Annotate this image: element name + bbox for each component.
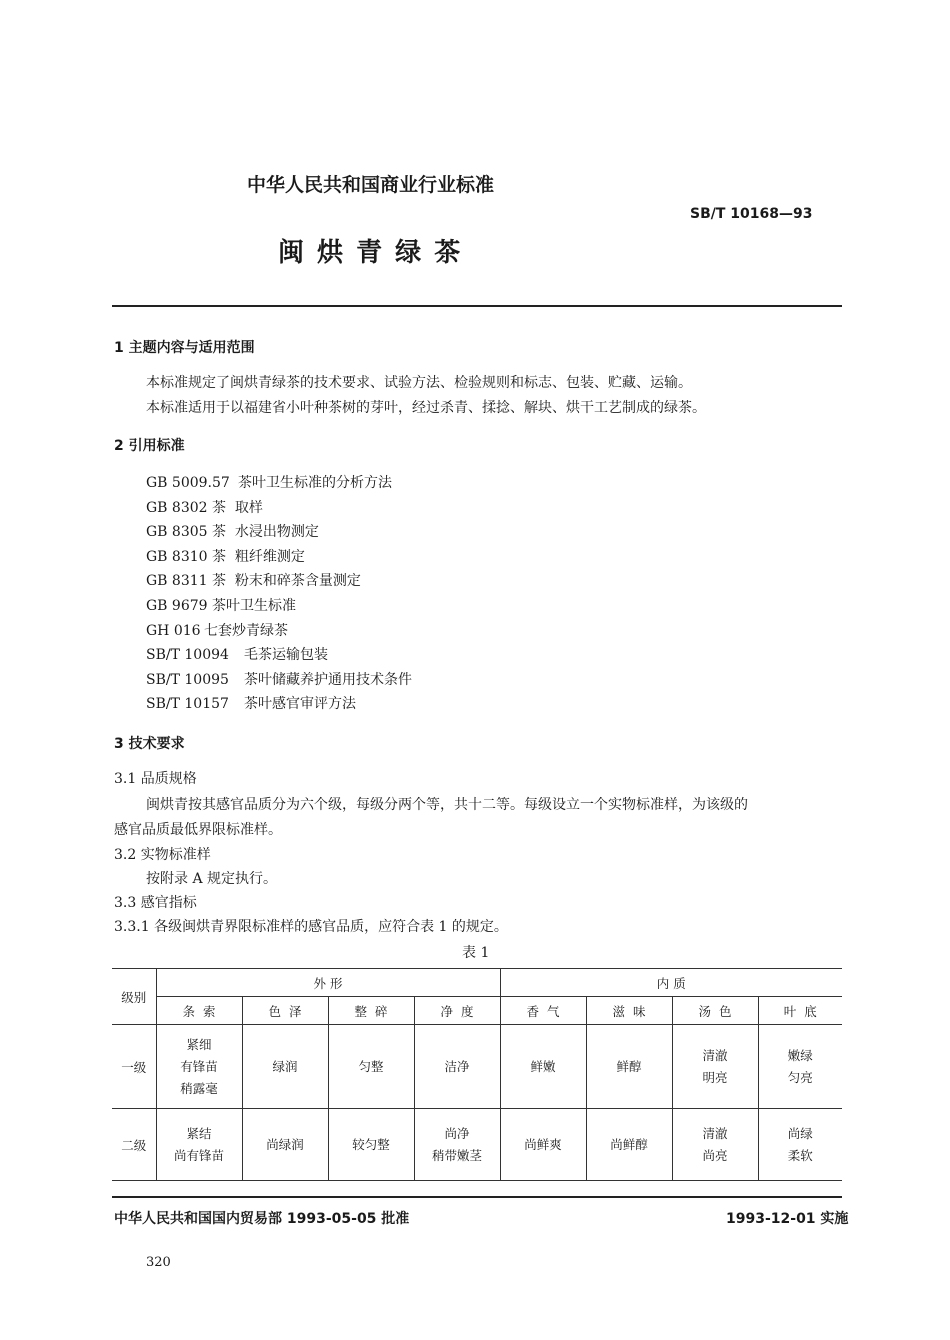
table-cell — [758, 1109, 842, 1181]
reference-item — [146, 546, 305, 566]
section-3-1-paragraph-line-1: 闽烘青按其感官品质分为六个级，每级分两个等，共十二等。每级设立一个实物标准样，为该级的 — [146, 797, 748, 813]
cell-line: 紧结 — [186, 1125, 212, 1141]
reference-item — [146, 472, 392, 492]
reference-item — [146, 497, 263, 517]
column-header: 条 索 — [156, 997, 242, 1025]
table-cell — [328, 1109, 414, 1181]
reference-title: 茶 水浸出物测定 — [212, 524, 319, 541]
section-1-paragraph-1: 本标准规定了闽烘青绿茶的技术要求、试验方法、检验规则和标志、包装、贮藏、运输。 — [146, 375, 692, 391]
cell-line: 绿润 — [272, 1058, 298, 1074]
table-cell — [500, 1025, 586, 1109]
cell-line: 鲜嫩 — [530, 1058, 556, 1074]
reference-code: GB 8305 — [146, 524, 208, 541]
footer-rule — [112, 1196, 842, 1198]
table-cell — [414, 1109, 500, 1181]
reference-code: GB 9679 — [146, 598, 208, 614]
table-caption: 表 1 — [462, 945, 490, 961]
cell-line: 尚亮 — [702, 1147, 728, 1163]
column-header: 净 度 — [414, 997, 500, 1025]
reference-title: 茶 粗纤维测定 — [212, 548, 305, 565]
reference-code: SB/T 10095 — [146, 671, 229, 688]
table-cell — [414, 1025, 500, 1109]
cell-line: 尚绿润 — [266, 1136, 304, 1152]
reference-title: 茶叶储藏养护通用技术条件 — [244, 671, 412, 688]
column-header-row — [112, 997, 842, 1025]
table-cell — [672, 1025, 758, 1109]
standard-number: SB/T 10168—93 — [690, 206, 813, 222]
table-cell — [586, 1025, 672, 1109]
reference-item — [146, 669, 412, 689]
reference-title: 茶 粉末和碎茶含量测定 — [212, 573, 361, 590]
column-header: 叶 底 — [758, 997, 842, 1025]
reference-item — [146, 644, 328, 664]
cell-line: 稍露毫 — [180, 1080, 218, 1096]
table-row — [112, 1025, 842, 1109]
org-title: 中华人民共和国商业行业标准 — [247, 174, 495, 196]
cell-line: 柔软 — [787, 1147, 813, 1163]
section-3-heading: 3 技术要求 — [114, 736, 185, 752]
cell-line: 有锋苗 — [180, 1058, 218, 1074]
cell-line: 稍带嫩茎 — [431, 1147, 482, 1163]
column-header: 汤 色 — [672, 997, 758, 1025]
outer-group-header: 外 形 — [156, 969, 500, 997]
reference-code: GH 016 — [146, 622, 201, 639]
section-3-1-heading: 3.1 品质规格 — [114, 771, 197, 787]
reference-item — [146, 521, 319, 541]
reference-code: GB 8311 — [146, 573, 208, 590]
table-cell — [242, 1109, 328, 1181]
column-header: 色 泽 — [242, 997, 328, 1025]
reference-title: 茶叶感官审评方法 — [244, 696, 356, 713]
cell-line: 尚有锋苗 — [173, 1147, 224, 1163]
reference-code: GB 5009.57 — [146, 475, 230, 491]
table-cell — [672, 1109, 758, 1181]
page-number: 320 — [146, 1255, 171, 1270]
doc-title: 闽 烘 青 绿 茶 — [278, 238, 463, 268]
cell-line: 尚净 — [444, 1125, 470, 1141]
grade-header: 级别 — [112, 969, 156, 1025]
table-row — [112, 1109, 842, 1181]
effective-date: 1993-12-01 实施 — [726, 1211, 849, 1227]
table-cell — [242, 1025, 328, 1109]
section-3-1-paragraph-line-2: 感官品质最低界限标准样。 — [114, 822, 282, 838]
cell-line: 尚绿 — [787, 1125, 813, 1141]
cell-line: 清澈 — [702, 1047, 728, 1063]
reference-code: SB/T 10157 — [146, 696, 229, 713]
reference-item — [146, 595, 296, 615]
reference-title: 毛茶运输包装 — [244, 647, 328, 664]
section-3-2-heading: 3.2 实物标准样 — [114, 847, 211, 863]
grade-cell: 一级 — [112, 1025, 156, 1109]
table-cell — [758, 1025, 842, 1109]
column-header: 滋 味 — [586, 997, 672, 1025]
table-cell — [328, 1025, 414, 1109]
cell-line: 较匀整 — [352, 1136, 390, 1152]
section-3-2-paragraph: 按附录 A 规定执行。 — [146, 871, 278, 887]
cell-line: 紧细 — [186, 1036, 212, 1052]
reference-title: 茶叶卫生标准的分析方法 — [238, 475, 392, 491]
reference-code: GB 8310 — [146, 548, 208, 565]
reference-title: 七套炒青绿茶 — [204, 622, 288, 639]
reference-title: 茶 取样 — [212, 499, 263, 516]
column-header: 香 气 — [500, 997, 586, 1025]
cell-line: 鲜醇 — [616, 1058, 642, 1074]
cell-line: 明亮 — [702, 1069, 728, 1085]
cell-line: 嫩绿 — [787, 1047, 813, 1063]
column-header: 整 碎 — [328, 997, 414, 1025]
section-2-heading: 2 引用标准 — [114, 438, 185, 454]
cell-line: 洁净 — [444, 1058, 470, 1074]
cell-line: 尚鲜醇 — [610, 1136, 648, 1152]
inner-group-header: 内 质 — [500, 969, 842, 997]
cell-line: 匀亮 — [787, 1069, 813, 1085]
table-cell — [500, 1109, 586, 1181]
cell-line: 尚鲜爽 — [524, 1136, 562, 1152]
reference-item — [146, 570, 361, 590]
section-1-heading: 1 主题内容与适用范围 — [114, 340, 255, 356]
reference-item — [146, 693, 356, 713]
approval-text: 中华人民共和国国内贸易部 1993-05-05 批准 — [114, 1211, 410, 1227]
quality-table — [112, 968, 842, 1181]
reference-code: GB 8302 — [146, 499, 208, 516]
grade-cell: 二级 — [112, 1109, 156, 1181]
section-3-3-heading: 3.3 感官指标 — [114, 895, 197, 911]
reference-title: 茶叶卫生标准 — [212, 598, 296, 614]
section-1-paragraph-2: 本标准适用于以福建省小叶种茶树的芽叶，经过杀青、揉捻、解块、烘干工艺制成的绿茶。 — [146, 400, 706, 416]
header-rule — [112, 305, 842, 307]
reference-code: SB/T 10094 — [146, 647, 229, 664]
cell-line: 匀整 — [358, 1058, 384, 1074]
cell-line: 清澈 — [702, 1125, 728, 1141]
table-cell — [156, 1025, 242, 1109]
reference-item — [146, 620, 288, 640]
section-3-3-1-text: 3.3.1 各级闽烘青界限标准样的感官品质，应符合表 1 的规定。 — [114, 919, 508, 935]
table-cell — [586, 1109, 672, 1181]
table-cell — [156, 1109, 242, 1181]
